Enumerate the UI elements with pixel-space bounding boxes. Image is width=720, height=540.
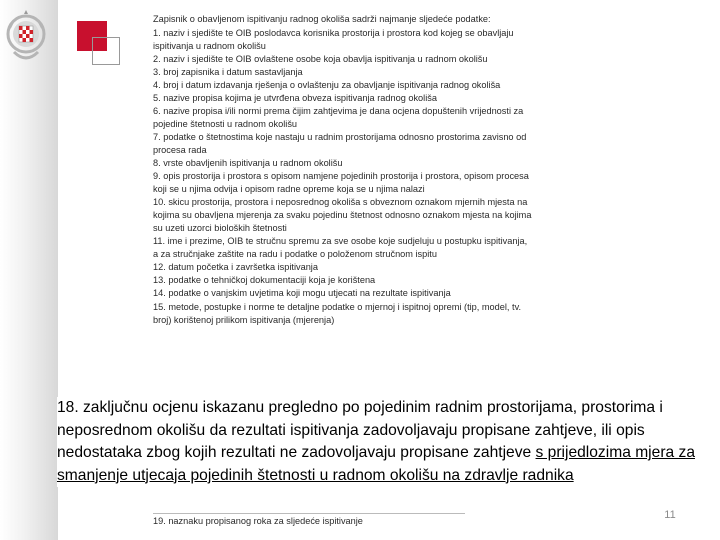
document-line: 4. broj i datum izdavanja rješenja o ovlaštenju za obavljanje ispitivanja radnog okoliša xyxy=(153,79,501,90)
document-line: 15. metode, postupke i norme te detaljne podatke o mjernoj i ispitnoj opremi (tip, model, tv. xyxy=(153,301,522,312)
document-line: pojedine štetnosti u radnom okolišu xyxy=(153,118,298,129)
document-line: su uzeti uzorci bioloških štetnosti xyxy=(153,223,287,234)
document-line: 14. podatke o vanjskim uvjetima koji mogu utjecati na rezultate ispitivanja xyxy=(153,288,451,299)
document-line: procesa rada xyxy=(153,144,207,155)
left-sidebar-band xyxy=(0,0,58,540)
slide-number: 11 xyxy=(664,509,676,521)
document-line: broj) korištenoj prilikom ispitivanja (mjerenja) xyxy=(153,314,335,325)
document-line: 5. nazive propisa kojima je utvrđena obveza ispitivanja radnog okoliša xyxy=(153,92,437,103)
highlighted-item-18 xyxy=(57,397,707,487)
emblem-logo-icon xyxy=(4,8,48,66)
decorative-outline-square xyxy=(92,37,120,65)
document-line: ispitivanja u radnom okolišu xyxy=(153,40,266,51)
document-text-block xyxy=(153,13,603,327)
overlay-text: 18. zaključnu ocjenu iskazanu pregledno po pojedinim radnim prostorijama, prostorima i neposrednom okolišu da rezultati ispitivanja zadovoljavaju propisane zahtjeve, ili opis nedostataka zbog kojih rezultati ne zadovoljavaju propisane zahtjeve xyxy=(57,399,663,461)
document-line: 10. skicu prostorija, prostora i neposrednog okoliša s obveznom oznakom mjernih mjesta na xyxy=(153,197,528,208)
document-line: 11. ime i prezime, OIB te stručnu spremu za sve osobe koje sudjeluju u postupku ispitivanja, xyxy=(153,236,528,247)
document-intro: Zapisnik o obavljenom ispitivanju radnog okoliša sadrži najmanje sljedeće podatke: xyxy=(153,14,491,24)
document-line: a za stručnjake zaštite na radu i podatke o položenom stručnom ispitu xyxy=(153,249,437,260)
document-line: 7. podatke o štetnostima koje nastaju u radnim prostorijama odnosno prostorima zavisno od xyxy=(153,131,527,142)
document-line: 1. naziv i sjedište te OIB poslodavca korisnika prostorija i prostora kod kojeg se obavljaju xyxy=(153,27,514,38)
document-line: koji se u njima odvija i opisom radne opreme koja se u njima nalazi xyxy=(153,184,425,195)
document-line: 9. opis prostorija i prostora s opisom namjene pojedinih prostorija i prostora, opisom procesa xyxy=(153,171,529,182)
document-line: 13. podatke o tehničkoj dokumentaciji koja je korištena xyxy=(153,275,376,286)
overlay-underlined-text: s prijedlozima mjera za smanjenje utjecaja pojedinih štetnosti u radnom okolišu na zdravlje radnika xyxy=(57,444,695,484)
document-line: 3. broj zapisnika i datum sastavljanja xyxy=(153,66,303,77)
document-line: 2. naziv i sjedište te OIB ovlaštene osobe koja obavlja ispitivanja u radnom okolišu xyxy=(153,53,488,64)
document-footer-line: 19. naznaku propisanog roka za sljedeće ispitivanje xyxy=(153,516,363,526)
document-line: 8. vrste obavljenih ispitivanja u radnom okolišu xyxy=(153,158,343,169)
divider xyxy=(153,513,465,514)
document-line: 12. datum početka i završetka ispitivanja xyxy=(153,262,318,273)
document-line: kojima su obavljena mjerenja za svaku pojedinu štetnost odnosno oznakom mjesta na kojima xyxy=(153,210,532,221)
document-line: 6. nazive propisa i/ili normi prema čijim zahtjevima je dana ocjena dopuštenih vrijednosti za xyxy=(153,105,524,116)
